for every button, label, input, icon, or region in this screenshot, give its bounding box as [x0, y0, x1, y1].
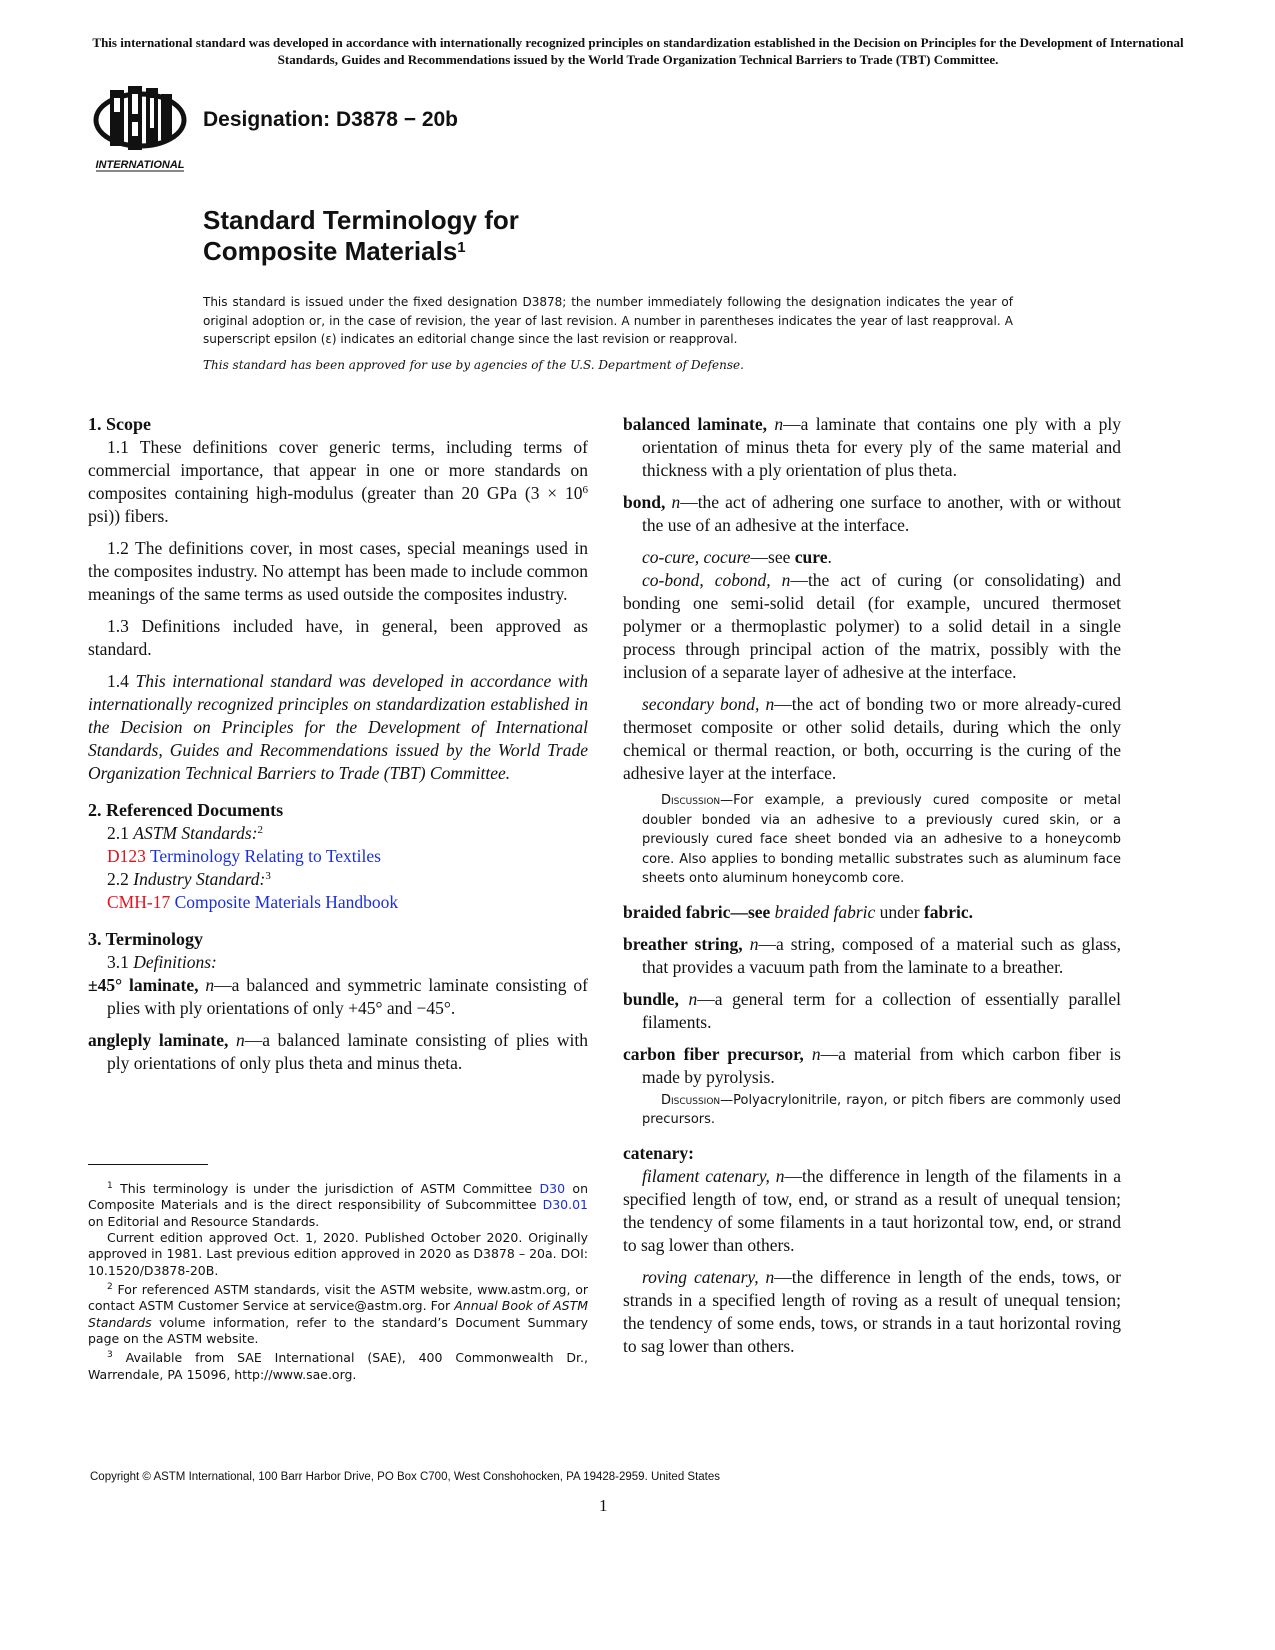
term-definition: —a balanced and symmetric laminate consisting of plies with ply orientations of only +45° and −45°. [107, 975, 588, 1018]
logo-text: INTERNATIONAL [95, 159, 185, 171]
d123-code-link[interactable]: D123 [107, 846, 146, 866]
scope-1-1-exp: 6 [582, 484, 588, 496]
referenced-heading: 2. Referenced Documents [88, 800, 284, 820]
standards-notice: This international standard was developed in accordance with internationally recognized principles on standardization established in the Decision on Principles for the Development of International Standards, Guides and Recommendations issued by the World Trade Organization Technical Barriers to Trade (TBT) Committee. [92, 35, 1184, 67]
d30-link[interactable]: D30 [539, 1181, 566, 1197]
term-pos: n [749, 933, 759, 954]
cmh17-reference[interactable] [88, 891, 588, 914]
term-pos: n [774, 414, 784, 434]
footnotes [88, 1178, 588, 1383]
d123-title-link[interactable]: Terminology Relating to Textiles [145, 846, 381, 866]
definitions-label [88, 951, 588, 974]
definitions-label-num: 3.1 [107, 952, 134, 972]
astm-fn-ref[interactable]: 2 [257, 824, 264, 836]
industry-label-num: 2.2 [107, 869, 134, 889]
page-title [203, 205, 519, 267]
term-angleply-laminate [88, 1029, 588, 1075]
discussion-text: —Polyacrylonitrile, rayon, or pitch fibers are commonly used precursors. [642, 1092, 1121, 1127]
copyright-notice: Copyright © ASTM International, 100 Barr Harbor Drive, PO Box C700, West Conshohocken, PA 19428-2959. United States [90, 1471, 721, 1483]
scope-1-4-num: 1.4 [107, 671, 136, 691]
cmh17-title-link[interactable]: Composite Materials Handbook [170, 892, 399, 912]
term-definition: —a laminate that contains one ply with a ply orientation of minus theta for every ply of the same material and thickness with a ply orientation of plus theta. [642, 414, 1121, 480]
title-footnote-ref[interactable]: 1 [457, 239, 466, 256]
scope-1-1-text-end: psi)) fibers. [88, 506, 169, 526]
industry-fn-ref[interactable]: 3 [265, 870, 271, 882]
term-name: roving catenary, n [642, 1266, 775, 1287]
d3001-link[interactable]: D30.01 [542, 1197, 588, 1213]
term-name: filament catenary, n [642, 1165, 785, 1186]
term-definition: —the difference in length of the ends, tows, or strands in a specified length of roving as a result of unequal tension; the tendency of some ends, tows, or strands in a taut horizontal roving to sag lower than others. [623, 1266, 1121, 1356]
footnote-3-num: 3 [107, 1350, 113, 1361]
term-definition: —the act of adhering one surface to another, with or without the use of an adhesive at the interface. [642, 492, 1121, 535]
scope-1-1-text: 1.1 These definitions cover generic terms, including terms of commercial importance, that appear in one or more standards on composites containing high-modulus (greater than 20 GPa (3 × 10 [88, 437, 588, 503]
term-filament-catenary [623, 1165, 1121, 1257]
term-pm45-laminate [88, 974, 588, 1020]
term-name: co-cure, cocure [642, 547, 751, 567]
term-definition: —a balanced laminate consisting of plies with ply orientations of only plus theta and minus theta. [107, 1030, 588, 1073]
term-pos: n [671, 492, 681, 512]
term-carbon-fiber-precursor [623, 1043, 1121, 1089]
term-name: breather string, [623, 933, 743, 954]
astm-standards-label [88, 822, 588, 845]
astm-logo-icon [90, 84, 190, 176]
footnote-1-num: 1 [107, 1181, 113, 1191]
title-line-2: Composite Materials [203, 236, 458, 266]
footnote-divider [88, 1164, 208, 1165]
footnote-1-text-b: on Composite Materials and is the direct responsibility of Subcommittee [88, 1181, 589, 1213]
discussion-text: —For example, a previously cured composite or metal doubler bonded via an adhesive to a previously cured skin, or a previously cured face sheet bonded via an adhesive to a honeycomb core. Also applies to bonding metallic substrates such as aluminum face sheets onto aluminum honeycomb core. [642, 793, 1121, 886]
title-line-1: Standard Terminology for [203, 205, 519, 235]
term-see: —see [750, 547, 795, 567]
dod-note: This standard has been approved for use by agencies of the U.S. Department of Defense. [203, 358, 744, 372]
page-number: 1 [599, 1496, 608, 1515]
term-see: —see [730, 901, 775, 922]
footnote-2-num: 2 [107, 1281, 113, 1292]
term-pos: n [688, 988, 698, 1009]
term-name: carbon fiber precursor, [623, 1043, 804, 1064]
footnote-2-text-a: For referenced ASTM standards, visit the ASTM website, www.astm.org, or contact ASTM Customer Service at service@astm.org. For [88, 1282, 588, 1314]
term-definition: —a string, composed of a material such as glass, that provides a vacuum path from the laminate to a breather. [642, 933, 1121, 977]
term-under: under [875, 901, 924, 922]
scope-1-3: 1.3 Definitions included have, in general, been approved as standard. [88, 616, 588, 659]
term-cocure [623, 546, 1121, 569]
discussion-carbon-fiber [623, 1091, 1121, 1130]
term-name: bundle, [623, 988, 679, 1009]
term-name: braided fabric [623, 901, 731, 922]
term-bond [623, 491, 1121, 537]
issue-note: This standard is issued under the fixed designation D3878; the number immediately following the designation indicates the year of original adoption or, in the case of revision, the year of last revision. A number in parentheses indicates the year of last reapproval. A superscript epsilon (ε) indicates an editorial change since the last revision or reapproval. [203, 295, 1013, 346]
footnote-1-edition: Current edition approved Oct. 1, 2020. Published October 2020. Originally approved in 1981. Last previous edition approved in 2020 as D3878 – 20a. DOI: 10.1520/D3878-20B. [88, 1230, 588, 1278]
term-catenary: catenary: [623, 1142, 694, 1163]
footnote-2-text-b: volume information, refer to the standard’s Document Summary page on the ASTM website. [88, 1314, 588, 1346]
term-name: bond, [623, 492, 666, 512]
scope-heading: 1. Scope [88, 414, 151, 434]
footnote-1-text-a: This terminology is under the jurisdiction of ASTM Committee [112, 1181, 540, 1197]
term-pos: n [205, 975, 215, 995]
right-column [623, 413, 1121, 1358]
footnote-1 [88, 1178, 588, 1230]
industry-standard-label [88, 868, 588, 891]
term-definition: —the act of curing (or consolidating) and bonding one semi-solid detail (for example, uncured thermoset polymer or a thermoplastic polymer) to a solid detail in a single process through principal action of the matrix, possibly with the inclusion of a separate layer of adhesive at the interface. [623, 570, 1121, 682]
designation: Designation: D3878 − 20b [203, 108, 459, 131]
definitions-label-text: Definitions: [133, 952, 217, 972]
scope-1-1 [88, 436, 588, 528]
term-cross-ref: fabric. [923, 901, 973, 922]
terminology-heading: 3. Terminology [88, 929, 204, 949]
astm-label-num: 2.1 [107, 823, 134, 843]
scope-1-2: 1.2 The definitions cover, in most cases, special meanings used in the composites industry. No attempt has been made to include common meanings of the same terms as used outside the composites industry. [88, 538, 588, 604]
scope-1-4-text: This international standard was developed in accordance with internationally recognized principles on standardization established in the Decision on Principles for the Development of International Standards, Guides and Recommendations issued by the World Trade Organization Technical Barriers to Trade (TBT) Committee. [88, 671, 589, 783]
discussion-label: Discussion [661, 793, 721, 808]
term-definition: —a material from which carbon fiber is made by pyrolysis. [642, 1043, 1121, 1087]
term-braided-fabric [623, 901, 1121, 924]
term-name: co-bond, cobond, n [642, 570, 791, 590]
footnote-2-italic: Annual Book of ASTM Standards [88, 1298, 588, 1330]
footnote-3 [88, 1347, 588, 1383]
term-name: ±45° laminate, [88, 975, 199, 995]
footnote-3-text: Available from SAE International (SAE), 400 Commonwealth Dr., Warrendale, PA 15096, http://www.sae.org. [88, 1350, 588, 1382]
term-definition: —the act of bonding two or more already-cured thermoset composite or other solid details, during which the only chemical or thermal reaction, or both, occurring is the curing of the adhesive layer at the interface. [623, 694, 1121, 783]
term-secondary-bond [623, 693, 1121, 785]
d123-reference[interactable] [88, 845, 588, 868]
term-name: secondary bond, n [642, 694, 775, 714]
term-breather-string [623, 933, 1121, 979]
term-name: balanced laminate, [623, 414, 767, 434]
term-cobond [623, 569, 1121, 684]
term-end: . [827, 547, 832, 567]
astm-label-text: ASTM Standards: [133, 823, 258, 843]
term-roving-catenary [623, 1266, 1121, 1358]
footnote-2 [88, 1279, 588, 1347]
discussion-secondary-bond [623, 791, 1121, 889]
term-pos: n [811, 1043, 821, 1064]
industry-label-text: Industry Standard: [133, 869, 266, 889]
discussion-label: Discussion [661, 1092, 721, 1108]
term-definition: —the difference in length of the filaments in a specified length of tow, end, or strand as a result of unequal tension; the tendency of some filaments in a taut horizontal tow, end, or strand to sag lower than others. [623, 1165, 1121, 1255]
term-name: angleply laminate, [88, 1030, 229, 1050]
footnote-1-text-c: on Editorial and Resource Standards. [88, 1213, 320, 1229]
term-cross-ref: cure [794, 547, 828, 567]
cmh17-code-link[interactable]: CMH-17 [107, 892, 171, 912]
term-see-italic: braided fabric [774, 901, 876, 922]
term-pos: n [236, 1030, 245, 1050]
term-bundle [623, 988, 1121, 1034]
term-balanced-laminate [623, 413, 1121, 482]
scope-1-4 [88, 670, 588, 785]
left-column [88, 413, 588, 1084]
term-definition: —a general term for a collection of essentially parallel filaments. [642, 988, 1122, 1032]
